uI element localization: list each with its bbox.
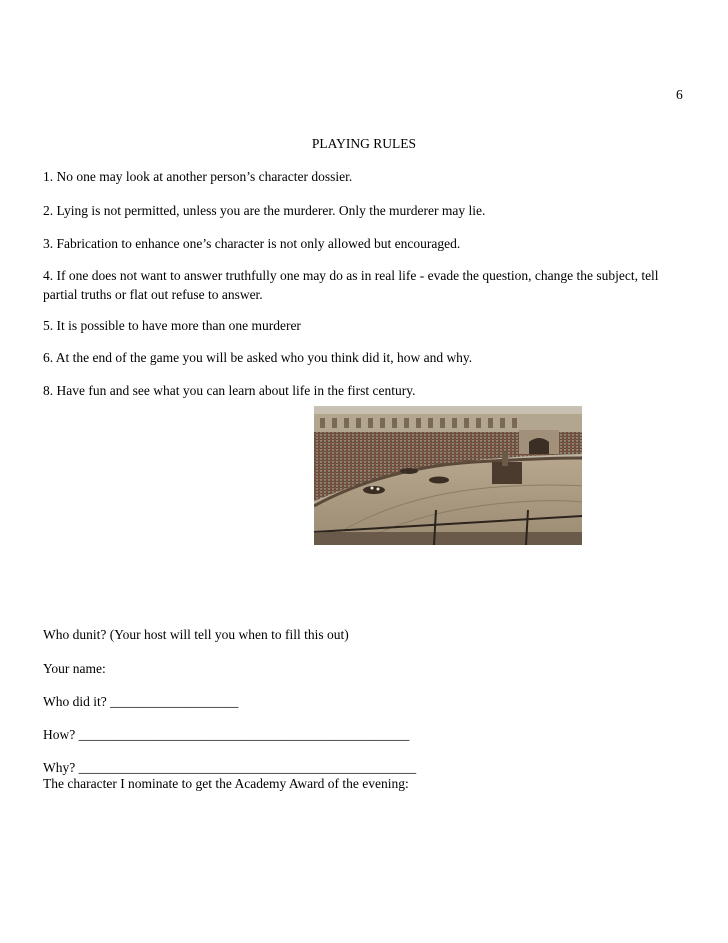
form-how: How? _________________________________________________ <box>43 727 410 742</box>
rule-2: 2. Lying is not permitted, unless you are the murderer. Only the murderer may lie. <box>43 203 486 218</box>
arena-photo-image <box>314 406 582 545</box>
page-title-text: PLAYING RULES <box>311 136 417 151</box>
rule-8: 8. Have fun and see what you can learn about life in the first century. <box>43 383 416 398</box>
rule-3: 3. Fabrication to enhance one’s character is not only allowed but encouraged. <box>43 236 461 251</box>
arena-photo <box>314 406 582 545</box>
form-why: Why? __________________________________________________ <box>43 760 417 775</box>
rule-4: 4. If one does not want to answer truthfully one may do as in real life - evade the question, change the subject, tell partial truths or flat out refuse to answer. <box>43 268 659 302</box>
page-title <box>0 136 728 152</box>
page-number: 6 <box>676 87 683 102</box>
form-heading: Who dunit? (Your host will tell you when to fill this out) <box>43 627 349 642</box>
form-your-name: Your name: <box>43 661 106 676</box>
rule-1: 1. No one may look at another person’s character dossier. <box>43 169 353 184</box>
rule-5: 5. It is possible to have more than one murderer <box>43 318 301 333</box>
rule-6: 6. At the end of the game you will be asked who you think did it, how and why. <box>43 350 473 365</box>
form-award: The character I nominate to get the Academy Award of the evening: <box>43 776 409 791</box>
form-who-did-it: Who did it? ___________________ <box>43 694 239 709</box>
